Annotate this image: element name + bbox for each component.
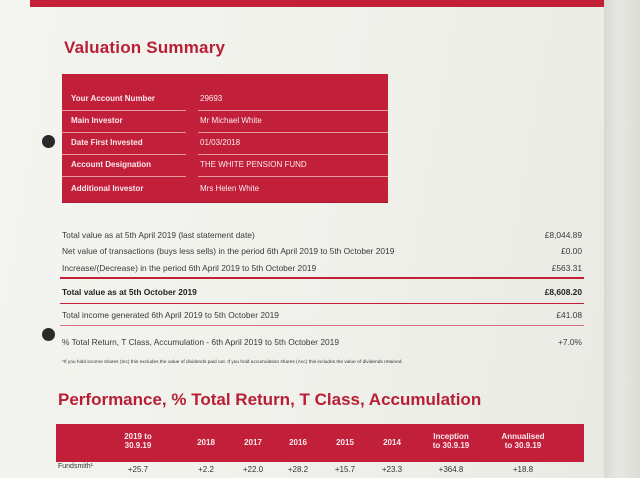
divider	[60, 303, 584, 304]
valuation-label: Total value as at 5th April 2019 (last statement date)	[62, 230, 255, 240]
divider	[62, 176, 388, 177]
account-label: Additional Investor	[71, 184, 144, 193]
performance-value: +23.3	[381, 465, 403, 474]
valuation-label: Total income generated 6th April 2019 to 5th October 2019	[62, 310, 279, 320]
performance-title: Performance, % Total Return, T Class, Accumulation	[58, 390, 482, 409]
account-row	[62, 178, 388, 202]
account-value: Mr Michael White	[200, 116, 262, 125]
account-value: 01/03/2018	[200, 138, 241, 147]
divider	[60, 277, 584, 279]
performance-value: +364.8	[438, 465, 464, 474]
account-row	[62, 88, 388, 112]
valuation-label: Total value as at 5th October 2019	[62, 287, 197, 297]
column-header: 2014	[383, 438, 401, 447]
column-header: 2019 to 30.9.19	[124, 432, 152, 450]
performance-value: +28.2	[287, 465, 309, 474]
valuation-row	[62, 309, 582, 323]
account-label: Account Designation	[71, 160, 152, 169]
column-header: 2015	[336, 438, 354, 447]
account-label: Main Investor	[71, 116, 123, 125]
performance-value: +25.7	[127, 465, 149, 474]
performance-value: +2.2	[198, 465, 214, 474]
account-value: Mrs Helen White	[200, 184, 260, 193]
performance-value: +22.0	[242, 465, 264, 474]
valuation-label: % Total Return, T Class, Accumulation - 6th April 2019 to 5th October 2019	[62, 337, 339, 347]
divider	[60, 325, 584, 326]
account-label: Date First Invested	[71, 138, 143, 147]
valuation-amount: £8,044.89	[544, 230, 582, 240]
fund-name: Fundsmith¹	[58, 463, 94, 470]
page-title: Valuation Summary	[64, 38, 226, 57]
top-red-band	[30, 0, 604, 7]
account-row	[62, 132, 388, 156]
column-header: Inception to 30.9.19	[432, 432, 470, 450]
valuation-total-row	[62, 286, 582, 300]
valuation-amount: £0.00	[561, 246, 582, 256]
column-header: 2018	[197, 438, 215, 447]
account-label: Your Account Number	[71, 94, 156, 103]
account-row	[62, 154, 388, 178]
valuation-row	[62, 245, 582, 259]
valuation-label: Net value of transactions (buys less sells) in the period 6th April 2019 to 5th October 2019	[62, 246, 395, 256]
column-header: Annualised to 30.9.19	[501, 432, 545, 450]
footnote: *If you hold income shares (Inc) this excludes the value of dividends paid out. If you hold accumulation shares (Acc) this includes the value of dividends retained.	[62, 360, 403, 365]
performance-table-header	[56, 424, 584, 462]
valuation-row	[62, 336, 582, 350]
column-header: 2017	[244, 438, 262, 447]
column-header: 2016	[289, 438, 307, 447]
valuation-row	[62, 229, 582, 243]
background-edge	[604, 0, 640, 478]
account-row	[62, 110, 388, 134]
account-value: 29693	[200, 94, 223, 103]
punch-hole-icon	[42, 135, 55, 148]
account-details-box	[62, 74, 388, 202]
valuation-row	[62, 262, 582, 276]
punch-hole-icon	[42, 328, 55, 341]
valuation-amount: £8,608.20	[544, 287, 582, 297]
valuation-amount: +7.0%	[558, 337, 582, 347]
account-value: THE WHITE PENSION FUND	[200, 160, 307, 169]
performance-value: +15.7	[334, 465, 356, 474]
performance-value: +18.8	[512, 465, 534, 474]
valuation-amount: £563.31	[551, 263, 582, 273]
valuation-label: Increase/(Decrease) in the period 6th April 2019 to 5th October 2019	[62, 263, 317, 273]
valuation-amount: £41.08	[556, 310, 582, 320]
